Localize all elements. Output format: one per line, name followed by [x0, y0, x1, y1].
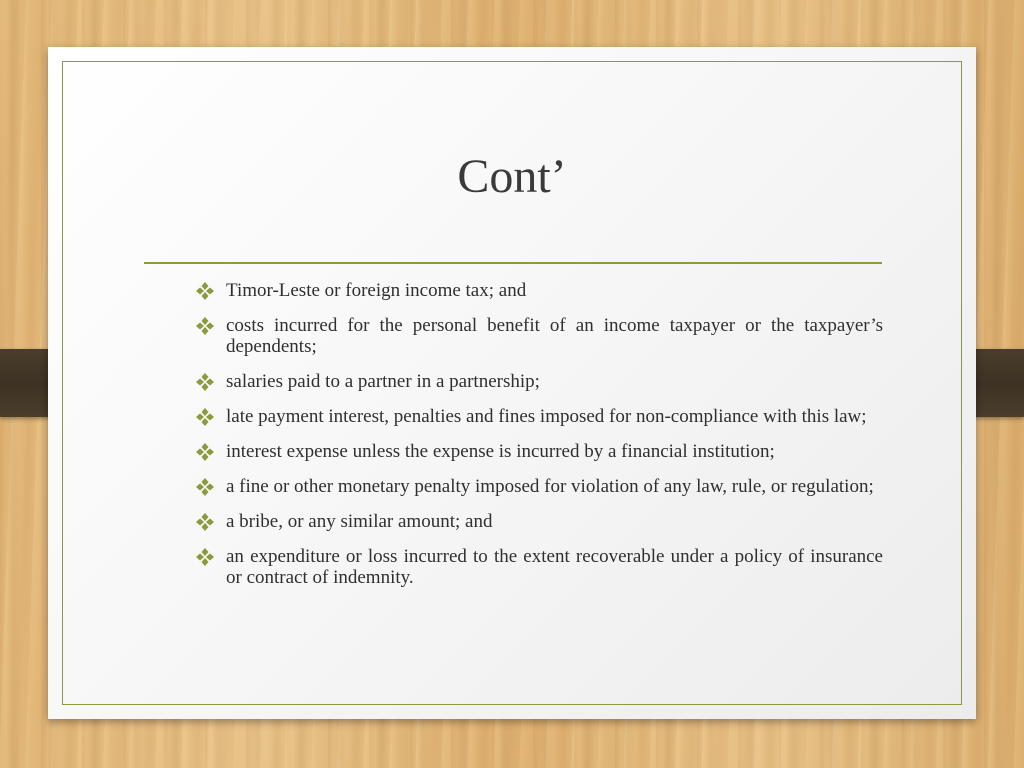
slide-title: Cont’: [457, 150, 567, 203]
bullet-item: [193, 511, 883, 532]
title-divider: [144, 262, 882, 264]
bullet-text: a fine or other monetary penalty imposed for violation of any law, rule, or regulation;: [226, 476, 874, 497]
four-diamond-bullet-icon: [195, 407, 215, 427]
bullet-item: [193, 546, 883, 588]
four-diamond-bullet-icon: [195, 477, 215, 497]
four-diamond-bullet-icon: [195, 372, 215, 392]
four-diamond-bullet-icon: [195, 512, 215, 532]
bullet-text: salaries paid to a partner in a partnership;: [226, 371, 540, 392]
bullet-text: Timor-Leste or foreign income tax; and: [226, 280, 527, 301]
four-diamond-bullet-icon: [195, 281, 215, 301]
bullet-item: [193, 315, 883, 357]
four-diamond-bullet-icon: [195, 316, 215, 336]
four-diamond-bullet-icon: [195, 547, 215, 567]
bullet-text: interest expense unless the expense is incurred by a financial institution;: [226, 441, 775, 462]
bullet-text: costs incurred for the personal benefit of an income taxpayer or the taxpayer’s dependents;: [226, 315, 883, 357]
four-diamond-bullet-icon: [195, 442, 215, 462]
bullet-item: [193, 476, 883, 497]
bullet-text: late payment interest, penalties and fines imposed for non-compliance with this law;: [226, 406, 867, 427]
bullet-item: [193, 280, 883, 301]
bullet-item: [193, 441, 883, 462]
bullet-list: [193, 280, 883, 602]
slide-card: [48, 47, 976, 719]
bullet-text: an expenditure or loss incurred to the extent recoverable under a policy of insurance or contract of indemnity.: [226, 546, 883, 588]
bullet-text: a bribe, or any similar amount; and: [226, 511, 493, 532]
bullet-item: [193, 406, 883, 427]
bullet-item: [193, 371, 883, 392]
